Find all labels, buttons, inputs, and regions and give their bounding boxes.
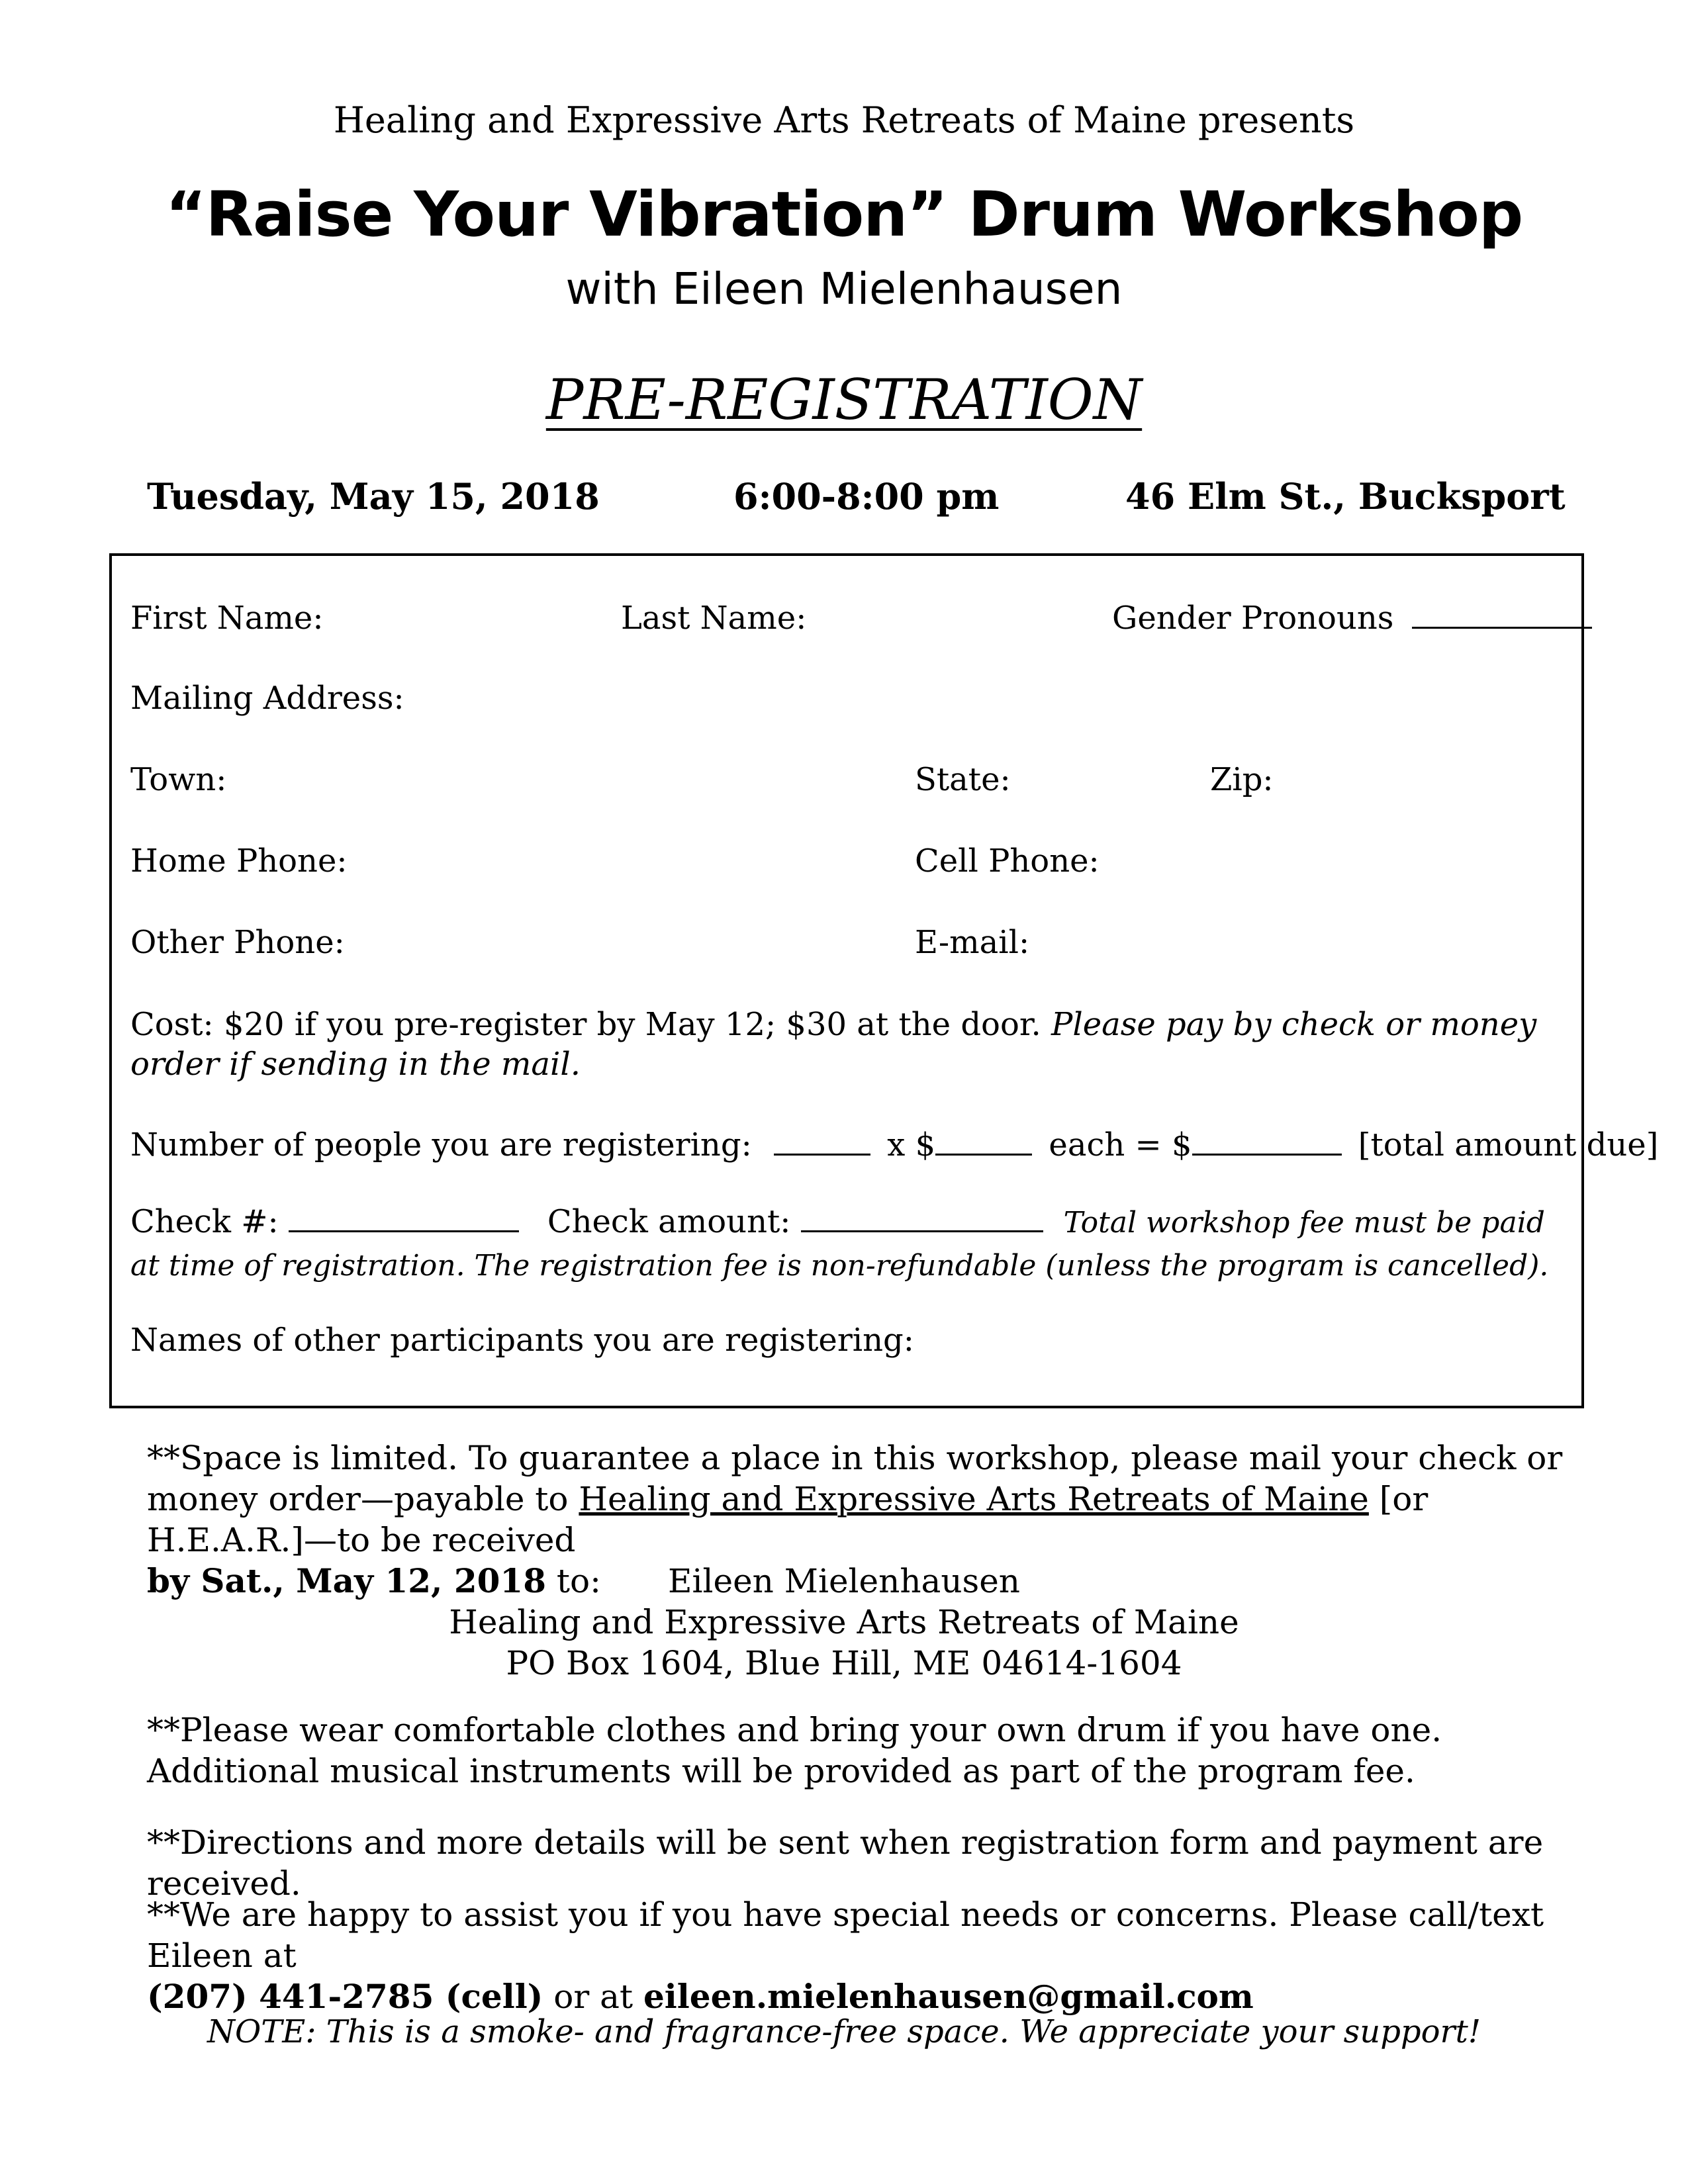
presenter-line: Healing and Expressive Arts Retreats of Maine presents — [333, 99, 1355, 141]
directions-paragraph: **Directions and more details will be sent when registration form and payment are received. — [147, 1823, 1544, 1903]
town-label: Town: — [130, 761, 227, 798]
deadline-date: by Sat., May 12, 2018 — [147, 1561, 547, 1600]
event-date: Tuesday, May 15, 2018 — [147, 475, 600, 518]
wear-paragraph: **Please wear comfortable clothes and bring your own drum if you have one. Additional musical instruments will be provided as part of the program fee. — [147, 1711, 1442, 1790]
address-po-box: PO Box 1604, Blue Hill, ME 04614-1604 — [506, 1644, 1182, 1682]
state-label: State: — [915, 761, 1011, 798]
gender-pronouns-field[interactable] — [1112, 600, 1592, 637]
other-participants-label: Names of other participants you are registering: — [130, 1322, 914, 1359]
assist-paragraph — [147, 1894, 1590, 2017]
payee-name: Healing and Expressive Arts Retreats of Maine — [579, 1480, 1369, 1518]
check-number-label: Check #: — [130, 1203, 279, 1240]
number-label: Number of people you are registering: — [130, 1126, 752, 1163]
email-label: E-mail: — [915, 924, 1030, 961]
number-x-label: x $ — [887, 1126, 936, 1163]
cell-phone-label: Cell Phone: — [915, 842, 1100, 880]
address-name: Eileen Mielenhausen — [668, 1562, 1020, 1600]
check-amount-label: Check amount: — [547, 1203, 791, 1240]
assist-text-2: or at — [553, 1978, 633, 2016]
page-subtitle: with Eileen Mielenhausen — [565, 263, 1123, 314]
mailing-address-block — [0, 1561, 1688, 1684]
total-amount-label: [total amount due] — [1358, 1126, 1659, 1163]
last-name-label: Last Name: — [621, 600, 807, 637]
assist-text-1: **We are happy to assist you if you have special needs or concerns. Please call/text Eileen at — [147, 1895, 1544, 1975]
event-time: 6:00-8:00 pm — [733, 475, 1000, 518]
check-amount-blank[interactable] — [801, 1205, 1043, 1232]
cost-text — [130, 1005, 1573, 1084]
mailing-address-label: Mailing Address: — [130, 680, 404, 717]
number-each-label: each = $ — [1049, 1126, 1192, 1163]
page-title: “Raise Your Vibration” Drum Workshop — [165, 179, 1523, 251]
event-location: 46 Elm St., Bucksport — [1125, 475, 1566, 518]
first-name-label: First Name: — [130, 600, 324, 637]
space-text-2: [or H.E.A.R.]—to be received — [147, 1480, 1429, 1559]
contact-phone: (207) 441-2785 (cell) — [147, 1977, 543, 2016]
section-heading: PRE-REGISTRATION — [545, 367, 1143, 432]
gender-pronouns-label: Gender Pronouns — [1112, 600, 1394, 637]
number-people-blank[interactable] — [774, 1128, 870, 1156]
space-text-3: to: — [556, 1562, 601, 1600]
check-number-blank[interactable] — [289, 1205, 519, 1232]
address-org: Healing and Expressive Arts Retreats of Maine — [449, 1603, 1239, 1641]
zip-label: Zip: — [1210, 761, 1274, 798]
cost-label: Cost: $20 if you pre-register by May 12; $30 at the door. — [130, 1006, 1041, 1043]
number-of-people-row — [130, 1126, 1658, 1163]
total-amount-blank[interactable] — [1192, 1128, 1342, 1156]
check-fee-note: Total workshop fee must be paid at time of registration. The registration fee is non-refundable (unless the program is cancelled). — [130, 1206, 1549, 1283]
price-each-blank[interactable] — [935, 1128, 1032, 1156]
contact-email: eileen.mielenhausen@gmail.com — [643, 1977, 1254, 2016]
smoke-free-note: NOTE: This is a smoke- and fragrance-free space. We appreciate your support! — [207, 2013, 1481, 2050]
other-phone-label: Other Phone: — [130, 924, 345, 961]
check-row — [130, 1203, 1573, 1291]
home-phone-label: Home Phone: — [130, 842, 348, 880]
cost-payment-note: Please pay by check or money order if sending in the mail. — [130, 1006, 1537, 1083]
space-text-1: **Space is limited. To guarantee a place in this workshop, please mail your check or money order—payable to — [147, 1439, 1563, 1518]
gender-pronouns-blank[interactable] — [1412, 602, 1592, 629]
